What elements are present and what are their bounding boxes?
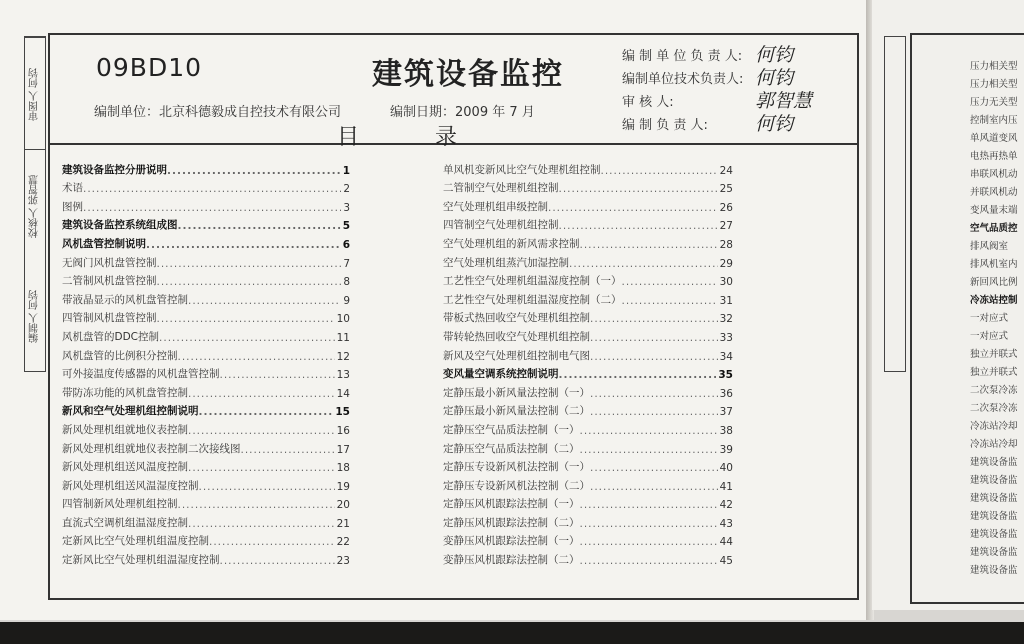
toc-entry-title: 带转轮热回收空气处理机组控制 <box>443 330 590 343</box>
toc-entry-page: 42 <box>719 499 733 512</box>
sidebar-cell-1: 审图人 何钧 <box>25 37 45 150</box>
toc-entry-title: 图例 <box>62 200 83 213</box>
toc-entry-page: 36 <box>719 387 733 400</box>
toc-entry-title: 空气处理机组蒸汽加湿控制 <box>443 256 569 269</box>
toc-left-column <box>62 158 350 567</box>
toc-entry-page: 20 <box>336 499 350 512</box>
toc-entry-title: 二管制空气处理机组控制 <box>443 182 559 195</box>
toc-entry-title: 带板式热回收空气处理机组控制 <box>443 312 590 325</box>
toc-entry-title: 直流式空调机组温湿度控制 <box>62 516 188 529</box>
toc-entry-page: 8 <box>343 276 350 289</box>
toc-entry-page: 44 <box>719 536 733 549</box>
toc-leader-dots <box>220 369 335 381</box>
toc-entry-page: 43 <box>719 517 733 530</box>
toc-entry-page: 26 <box>719 201 733 214</box>
right-page-toc-item: 二次泵冷冻 <box>970 403 1018 414</box>
toc-entry[interactable] <box>443 363 733 382</box>
toc-entry-title: 四管制空气处理机组控制 <box>443 219 559 232</box>
right-page-toc-item: 压力无关型 <box>970 97 1018 108</box>
toc-entry-title: 新风处理机组就地仪表控制二次接线图 <box>62 442 241 455</box>
resp-signature-3: 郭智慧 <box>755 90 813 112</box>
toc-leader-dots <box>157 258 342 270</box>
toc-entry[interactable] <box>443 177 733 196</box>
toc-entry[interactable] <box>443 325 733 344</box>
toc-entry[interactable] <box>443 381 733 400</box>
toc-entry-page: 23 <box>336 555 350 568</box>
toc-entry-page: 21 <box>336 517 350 530</box>
toc-entry[interactable] <box>443 307 733 326</box>
toc-entry-page: 3 <box>343 201 350 214</box>
toc-entry-title: 术语 <box>62 182 83 195</box>
toc-entry-page: 30 <box>719 276 733 289</box>
toc-entry[interactable] <box>443 158 733 177</box>
toc-leader-dots <box>83 183 341 195</box>
toc-leader-dots <box>590 313 718 325</box>
toc-leader-dots <box>199 481 335 493</box>
toc-entry[interactable] <box>62 400 350 419</box>
toc-entry-page: 16 <box>336 424 350 437</box>
toc-leader-dots <box>622 295 718 307</box>
toc-entry[interactable] <box>443 400 733 419</box>
toc-entry[interactable] <box>62 232 350 251</box>
toc-entry-page: 2 <box>343 183 350 196</box>
toc-entry[interactable] <box>62 381 350 400</box>
toc-entry-title: 无阀门风机盘管控制 <box>62 256 157 269</box>
toc-leader-dots <box>580 499 718 511</box>
right-page-toc-item: 冷冻站冷却 <box>970 421 1018 432</box>
toc-leader-dots <box>188 388 335 400</box>
toc-entry-page: 28 <box>719 238 733 251</box>
right-page-toc-item: 建筑设备监 <box>970 475 1018 486</box>
right-page-toc <box>970 58 1024 580</box>
toc-leader-dots <box>83 202 341 214</box>
sidebar-cell-3: 编制人 何钧 <box>29 289 41 343</box>
right-page-toc-item: 一对应式 <box>970 331 1009 342</box>
toc-entry[interactable] <box>443 344 733 363</box>
resp-role-1: 编 制 单 位 负 责 人: <box>622 49 743 64</box>
toc-entry-title: 风机盘管控制说明 <box>62 237 146 250</box>
toc-leader-dots <box>548 202 718 214</box>
toc-entry-page: 29 <box>719 257 733 270</box>
toc-leader-dots <box>580 536 718 548</box>
toc-entry[interactable] <box>62 456 350 475</box>
toc-entry[interactable] <box>443 456 733 475</box>
toc-entry-page: 45 <box>719 555 733 568</box>
toc-entry-page: 17 <box>336 443 350 456</box>
toc-entry-title: 带液晶显示的风机盘管控制 <box>62 293 188 306</box>
toc-entry[interactable] <box>62 288 350 307</box>
toc-leader-dots <box>199 406 334 418</box>
toc-entry-page: 31 <box>719 294 733 307</box>
toc-entry[interactable] <box>62 344 350 363</box>
toc-leader-dots <box>159 332 335 344</box>
toc-entry[interactable] <box>62 474 350 493</box>
toc-leader-dots <box>146 239 341 251</box>
right-page-toc-item: 变风量末端 <box>970 205 1018 216</box>
toc-entry[interactable] <box>62 530 350 549</box>
toc-entry-page: 37 <box>719 406 733 419</box>
toc-entry-page: 25 <box>719 183 733 196</box>
toc-leader-dots <box>590 388 718 400</box>
toc-entry-page: 33 <box>719 331 733 344</box>
toc-entry-page: 9 <box>343 294 350 307</box>
toc-entry[interactable] <box>443 511 733 530</box>
toc-leader-dots <box>580 518 718 530</box>
toc-right-column <box>443 158 733 567</box>
toc-leader-dots <box>559 183 718 195</box>
page-title: 建筑设备监控 <box>372 57 564 92</box>
resp-role-4: 编 制 负 责 人: <box>622 118 708 133</box>
toc-entry[interactable] <box>62 418 350 437</box>
toc-title: 目录 <box>337 125 534 150</box>
toc-entry-title: 定静压最小新风量法控制（一） <box>443 386 590 399</box>
toc-entry[interactable] <box>62 158 350 177</box>
right-page-toc-item: 建筑设备监 <box>970 529 1018 540</box>
toc-entry-page: 35 <box>718 369 733 382</box>
toc-entry[interactable] <box>443 530 733 549</box>
right-page-toc-item: 建筑设备监 <box>970 547 1018 558</box>
toc-entry[interactable] <box>62 363 350 382</box>
right-page-toc-item: 建筑设备监 <box>970 565 1018 576</box>
toc-leader-dots <box>580 444 718 456</box>
toc-entry-title: 变静压风机跟踪法控制（一） <box>443 535 580 548</box>
right-page-toc-item: 二次泵冷冻 <box>970 385 1018 396</box>
bottom-shadow <box>0 622 1024 644</box>
resp-signature-2: 何钧 <box>755 67 794 89</box>
toc-entry-title: 风机盘管的DDC控制 <box>62 330 160 343</box>
toc-entry[interactable] <box>443 214 733 233</box>
toc-entry-title: 定静压空气品质法控制（一） <box>443 423 580 436</box>
toc-entry-page: 41 <box>719 480 733 493</box>
toc-entry[interactable] <box>443 437 733 456</box>
right-page-toc-item: 冷冻站控制 <box>970 295 1018 306</box>
right-page-toc-item: 电热再热单 <box>970 151 1018 162</box>
toc-entry[interactable] <box>62 437 350 456</box>
toc-entry-page: 34 <box>719 350 733 363</box>
toc-entry-page: 27 <box>719 220 733 233</box>
right-page-toc-item: 并联风机动 <box>970 187 1018 198</box>
toc-entry[interactable] <box>443 251 733 270</box>
toc-leader-dots <box>178 351 335 363</box>
toc-entry-title: 新风处理机组送风温度控制 <box>62 461 188 474</box>
toc-entry-title: 单风机变新风比空气处理机组控制 <box>443 163 601 176</box>
toc-leader-dots <box>580 425 718 437</box>
toc-leader-dots <box>590 332 718 344</box>
toc-entry-page: 38 <box>719 424 733 437</box>
toc-entry-page: 14 <box>336 387 350 400</box>
toc-entry-title: 定静压专设新风机法控制（二） <box>443 479 590 492</box>
right-page-toc-item: 独立并联式 <box>970 367 1018 378</box>
toc-entry[interactable] <box>62 493 350 512</box>
toc-leader-dots <box>622 276 718 288</box>
right-page-toc-item: 空气品质控 <box>970 223 1018 234</box>
toc-entry-page: 32 <box>719 313 733 326</box>
signature-strip <box>24 36 46 372</box>
toc-entry-page: 1 <box>342 164 350 177</box>
toc-entry-page: 10 <box>336 313 350 326</box>
toc-leader-dots <box>220 555 335 567</box>
toc-entry-title: 定静压专设新风机法控制（一） <box>443 461 590 474</box>
right-page-toc-item: 一对应式 <box>970 313 1009 324</box>
toc-entry-title: 风机盘管的比例积分控制 <box>62 349 178 362</box>
toc-leader-dots <box>188 462 335 474</box>
toc-entry-title: 定静压风机跟踪法控制（二） <box>443 516 580 529</box>
toc-entry[interactable] <box>62 307 350 326</box>
toc-entry-page: 18 <box>336 462 350 475</box>
toc-entry-title: 变风量空调系统控制说明 <box>443 368 559 381</box>
toc-leader-dots <box>167 165 341 177</box>
toc-entry-title: 空气处理机组的新风需求控制 <box>443 237 580 250</box>
toc-leader-dots <box>580 555 718 567</box>
toc-entry-title: 定新风比空气处理机组温度控制 <box>62 535 209 548</box>
right-page-toc-item: 建筑设备监 <box>970 493 1018 504</box>
toc-entry-page: 12 <box>336 350 350 363</box>
compiling-date: 编制日期：2009 年 7 月 <box>390 105 535 120</box>
right-page-toc-item: 排风阀室 <box>970 241 1009 252</box>
toc-entry-title: 四管制风机盘管控制 <box>62 312 157 325</box>
toc-entry[interactable] <box>443 195 733 214</box>
right-page-toc-item: 建筑设备监 <box>970 457 1018 468</box>
right-page-toc-item: 串联风机动 <box>970 169 1018 180</box>
right-page-toc-item: 新回风比例 <box>970 277 1018 288</box>
toc-leader-dots <box>178 499 335 511</box>
toc-entry[interactable] <box>62 511 350 530</box>
toc-leader-dots <box>188 518 335 530</box>
toc-entry-page: 39 <box>719 443 733 456</box>
resp-signature-4: 何钧 <box>755 113 794 135</box>
toc-entry-page: 5 <box>342 220 350 233</box>
toc-leader-dots <box>559 220 718 232</box>
toc-entry-page: 13 <box>336 369 350 382</box>
toc-entry-title: 变静压风机跟踪法控制（二） <box>443 554 580 567</box>
toc-entry-title: 定静压空气品质法控制（二） <box>443 442 580 455</box>
toc-entry-title: 建筑设备监控分册说明 <box>62 163 167 176</box>
toc-entry[interactable] <box>443 548 733 567</box>
compiling-unit: 编制单位：北京科德毅成自控技术有限公司 <box>94 105 342 120</box>
toc-entry-page: 7 <box>343 257 350 270</box>
toc-leader-dots <box>188 425 335 437</box>
toc-entry-title: 新风处理机组就地仪表控制 <box>62 423 188 436</box>
toc-leader-dots <box>601 165 718 177</box>
toc-entry[interactable] <box>443 270 733 289</box>
toc-entry[interactable] <box>62 251 350 270</box>
toc-entry[interactable] <box>62 214 350 233</box>
toc-entry[interactable] <box>62 270 350 289</box>
toc-entry-title: 定静压最小新风量法控制（二） <box>443 405 590 418</box>
right-page-toc-item: 冷冻站冷却 <box>970 439 1018 450</box>
toc-leader-dots <box>580 239 718 251</box>
toc-entry-page: 15 <box>335 406 350 419</box>
toc-entry-page: 40 <box>719 462 733 475</box>
toc-entry-page: 11 <box>336 331 350 344</box>
toc-leader-dots <box>178 220 341 232</box>
toc-entry[interactable] <box>62 325 350 344</box>
toc-entry-page: 24 <box>719 164 733 177</box>
toc-entry-page: 6 <box>342 238 350 251</box>
signature-strip-right-page <box>884 36 906 372</box>
toc-entry-page: 22 <box>336 536 350 549</box>
toc-leader-dots <box>590 462 718 474</box>
toc-leader-dots <box>157 313 335 325</box>
toc-leader-dots <box>559 369 717 381</box>
toc-leader-dots <box>590 351 718 363</box>
right-page-toc-item: 单风道变风 <box>970 133 1018 144</box>
toc-entry[interactable] <box>62 548 350 567</box>
right-page-toc-item: 压力相关型 <box>970 61 1018 72</box>
toc-entry-title: 工艺性空气处理机组温湿度控制（一） <box>443 275 622 288</box>
toc-entry-title: 定新风比空气处理机组温湿度控制 <box>62 554 220 567</box>
toc-entry[interactable] <box>62 195 350 214</box>
right-page-toc-item: 压力相关型 <box>970 79 1018 90</box>
toc-entry-title: 新风及空气处理机组控制电气图 <box>443 349 590 362</box>
right-page-toc-item: 控制室内压 <box>970 115 1018 126</box>
resp-role-3: 审 核 人: <box>622 95 674 110</box>
resp-role-2: 编制单位技术负责人: <box>622 72 744 87</box>
toc-entry[interactable] <box>443 418 733 437</box>
toc-leader-dots <box>569 258 718 270</box>
toc-entry-title: 空气处理机组串级控制 <box>443 200 548 213</box>
toc-entry-page: 19 <box>336 480 350 493</box>
toc-entry-title: 工艺性空气处理机组温湿度控制（二） <box>443 293 622 306</box>
toc-entry[interactable] <box>62 177 350 196</box>
toc-entry-title: 定静压风机跟踪法控制（一） <box>443 498 580 511</box>
toc-entry-title: 四管制新风处理机组控制 <box>62 498 178 511</box>
toc-entry-title: 新风处理机组送风温湿度控制 <box>62 479 199 492</box>
toc-leader-dots <box>188 295 341 307</box>
right-page-toc-item: 建筑设备监 <box>970 511 1018 522</box>
toc-entry-title: 带防冻功能的风机盘管控制 <box>62 386 188 399</box>
sidebar-cell-2: 校核人 郭智慧 <box>25 149 45 262</box>
right-page-toc-item: 排风机室内 <box>970 259 1018 270</box>
toc-leader-dots <box>209 536 335 548</box>
toc-leader-dots <box>590 481 718 493</box>
toc-entry-title: 建筑设备监控系统组成图 <box>62 219 178 232</box>
toc-entry[interactable] <box>443 288 733 307</box>
resp-signature-1: 何钧 <box>755 44 794 66</box>
toc-entry-title: 可外接温度传感器的风机盘管控制 <box>62 368 220 381</box>
toc-entry[interactable] <box>443 232 733 251</box>
toc-entry-title: 二管制风机盘管控制 <box>62 275 157 288</box>
toc-entry[interactable] <box>443 474 733 493</box>
right-page-toc-item: 独立并联式 <box>970 349 1018 360</box>
toc-entry[interactable] <box>443 493 733 512</box>
toc-leader-dots <box>241 444 335 456</box>
toc-entry-title: 新风和空气处理机组控制说明 <box>62 405 199 418</box>
toc-leader-dots <box>157 276 342 288</box>
atlas-code: 09BD10 <box>96 53 203 82</box>
toc-leader-dots <box>590 406 718 418</box>
